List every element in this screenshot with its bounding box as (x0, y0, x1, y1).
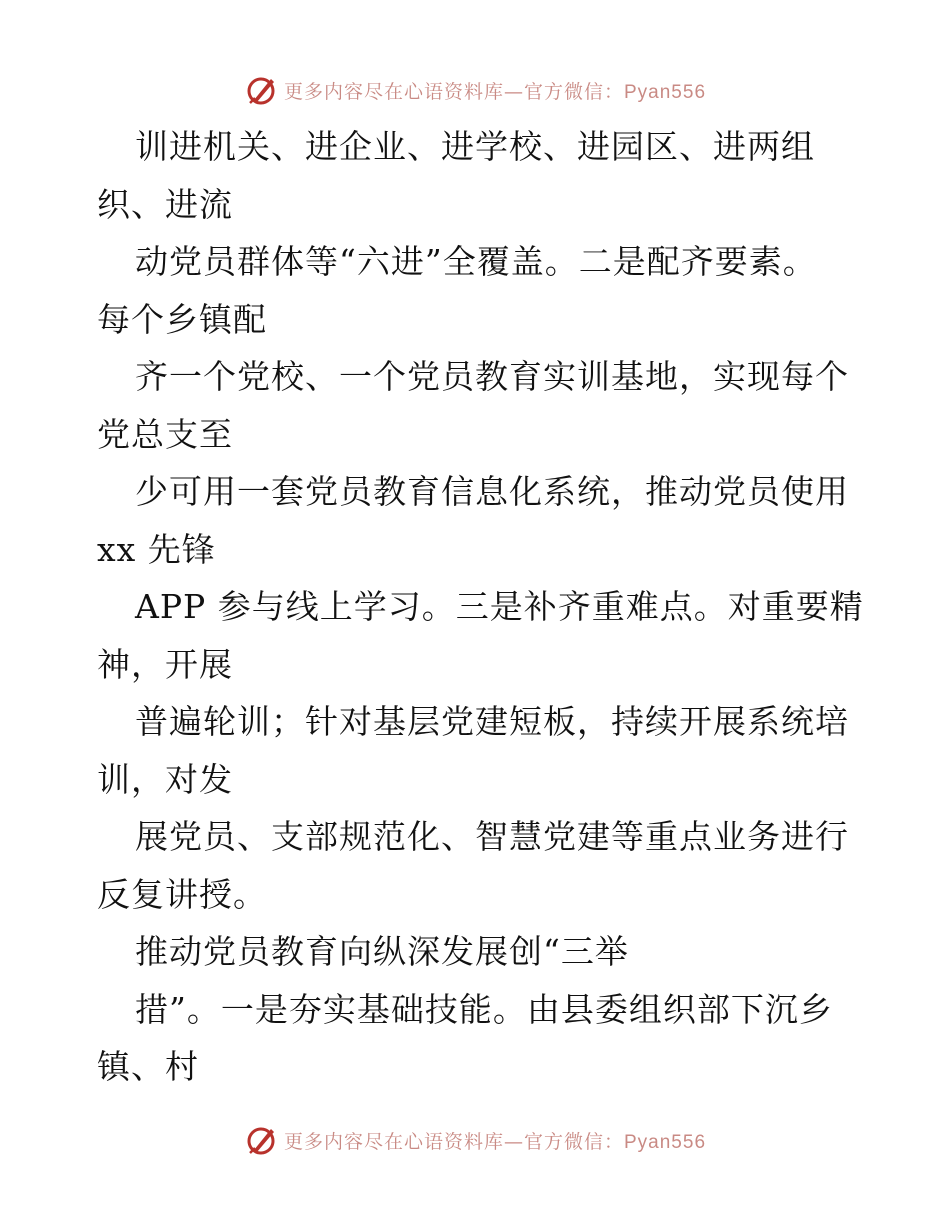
quill-pen-logo-icon (244, 1123, 278, 1157)
header-watermark (0, 70, 950, 110)
footer-watermark-text (284, 1127, 706, 1154)
footer-watermark (0, 1120, 950, 1160)
paragraph-line: 措”。一是夯实基础技能。由县委组织部下沉乡 (135, 989, 833, 1029)
paragraph-line: 织、进流 (97, 184, 233, 224)
quill-pen-logo-icon (244, 73, 278, 107)
header-watermark-cn: 更多内容尽在心语资料库—官方微信： (283, 80, 624, 103)
paragraph-line: 反复讲授。 (97, 874, 267, 914)
paragraph-line: 动党员群体等“六进”全覆盖。二是配齐要素。 (135, 242, 817, 281)
paragraph-line: 少可用一套党员教育信息化系统，推动党员使用 (135, 472, 849, 511)
paragraph-line: 展党员、支部规范化、智慧党建等重点业务进行 (135, 817, 849, 856)
footer-watermark-cn: 更多内容尽在心语资料库—官方微信： (283, 1130, 624, 1153)
footer-watermark-id: Pyan556 (624, 1131, 707, 1153)
paragraph-line: 训进机关、进企业、进学校、进园区、进两组 (135, 127, 815, 166)
paragraph-line: 齐一个党校、一个党员教育实训基地，实现每个 (135, 357, 849, 396)
paragraph-line: 神，开展 (97, 644, 233, 684)
document-body (97, 118, 864, 1096)
paragraph-line: xx 先锋 (97, 529, 216, 569)
paragraph-line: 党总支至 (97, 414, 233, 454)
header-watermark-id: Pyan556 (624, 81, 707, 103)
paragraph-line: 普遍轮训；针对基层党建短板，持续开展系统培 (135, 702, 849, 741)
paragraph-line: 镇、村 (97, 1047, 199, 1086)
paragraph-line: 训，对发 (97, 759, 233, 799)
paragraph-line: 每个乡镇配 (97, 299, 267, 339)
header-watermark-text (284, 77, 706, 104)
paragraph-line: 推动党员教育向纵深发展创“三举 (135, 932, 629, 971)
paragraph-line: APP 参与线上学习。三是补齐重难点。对重要精 (135, 587, 864, 626)
